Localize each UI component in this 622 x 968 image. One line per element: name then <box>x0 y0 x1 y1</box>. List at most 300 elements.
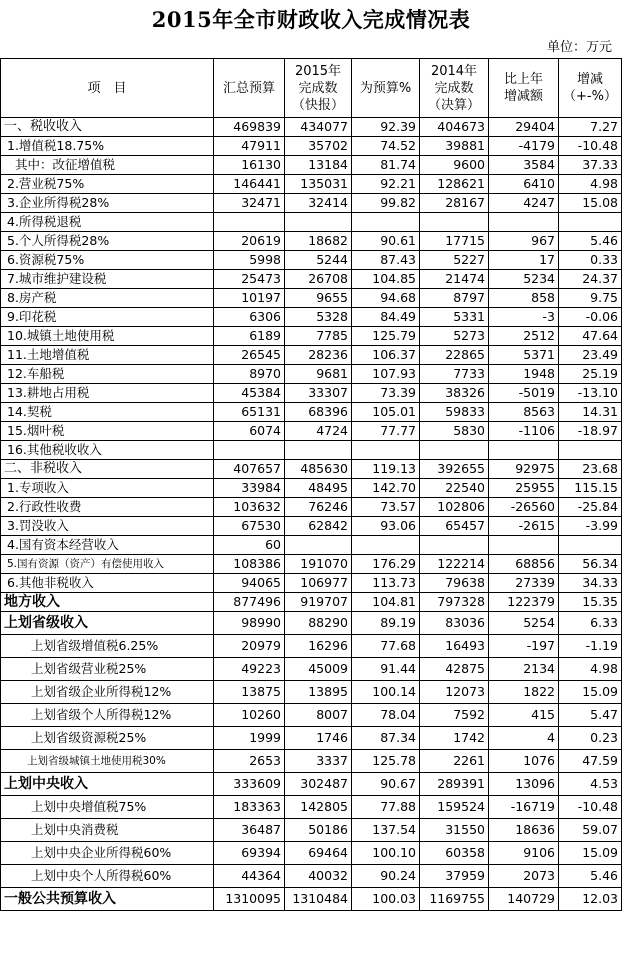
row-value: 12073 <box>420 681 489 704</box>
row-value: 4 <box>489 727 559 750</box>
table-row <box>1 750 622 773</box>
row-value: 60 <box>214 536 285 555</box>
row-label: 3.罚没收入 <box>1 517 214 536</box>
row-value: 6306 <box>214 308 285 327</box>
row-value: 42875 <box>420 658 489 681</box>
row-label: 15.烟叶税 <box>1 422 214 441</box>
table-row <box>1 441 622 460</box>
table-row <box>1 232 622 251</box>
row-value: 35702 <box>285 137 352 156</box>
row-value <box>489 441 559 460</box>
row-value: 76246 <box>285 498 352 517</box>
row-value: -5019 <box>489 384 559 403</box>
row-value: 140729 <box>489 888 559 911</box>
row-value: 146441 <box>214 175 285 194</box>
row-value <box>352 441 420 460</box>
row-value: -197 <box>489 635 559 658</box>
revenue-table <box>0 58 622 911</box>
row-value: 56.34 <box>559 555 622 574</box>
row-value: 92.21 <box>352 175 420 194</box>
row-label: 上划省级增值税6.25% <box>1 635 214 658</box>
row-value: 79638 <box>420 574 489 593</box>
row-value: 1310095 <box>214 888 285 911</box>
row-value: 15.08 <box>559 194 622 213</box>
row-value: 73.39 <box>352 384 420 403</box>
row-value: 92.39 <box>352 118 420 137</box>
row-value: 68856 <box>489 555 559 574</box>
row-value: -4179 <box>489 137 559 156</box>
row-label: 12.车船税 <box>1 365 214 384</box>
row-value: 81.74 <box>352 156 420 175</box>
row-value: 65457 <box>420 517 489 536</box>
table-row <box>1 308 622 327</box>
header-text: 项 目 <box>87 80 127 96</box>
row-value: 797328 <box>420 593 489 612</box>
table-row <box>1 819 622 842</box>
row-value: 34.33 <box>559 574 622 593</box>
row-value: 5254 <box>489 612 559 635</box>
row-label: 10.城镇土地使用税 <box>1 327 214 346</box>
row-value: -3.99 <box>559 517 622 536</box>
header-text: 2014年 <box>430 63 478 79</box>
row-value: 27339 <box>489 574 559 593</box>
header-text: 2015年 <box>294 63 342 79</box>
row-value <box>285 536 352 555</box>
row-value: 104.81 <box>352 593 420 612</box>
row-label: 上划省级城镇土地使用税30% <box>1 750 214 773</box>
table-body <box>1 118 622 911</box>
table-row <box>1 422 622 441</box>
row-value: 5.47 <box>559 704 622 727</box>
row-value <box>214 213 285 232</box>
row-value: 107.93 <box>352 365 420 384</box>
row-value: 89.19 <box>352 612 420 635</box>
row-value: 3584 <box>489 156 559 175</box>
row-value: 47911 <box>214 137 285 156</box>
row-value: 20979 <box>214 635 285 658</box>
row-value: 22540 <box>420 479 489 498</box>
row-value: 137.54 <box>352 819 420 842</box>
row-label: 上划中央消费税 <box>1 819 214 842</box>
row-label: 13.耕地占用税 <box>1 384 214 403</box>
row-label: 地方收入 <box>1 593 214 612</box>
row-value: 25473 <box>214 270 285 289</box>
header-2015-actual <box>285 59 352 118</box>
table-row <box>1 251 622 270</box>
row-value: 44364 <box>214 865 285 888</box>
row-value: 4247 <box>489 194 559 213</box>
table-row <box>1 658 622 681</box>
row-label: 2.行政性收费 <box>1 498 214 517</box>
row-value: 333609 <box>214 773 285 796</box>
header-text: 增减 <box>576 72 603 87</box>
row-value: 17 <box>489 251 559 270</box>
row-label: 16.其他税收收入 <box>1 441 214 460</box>
row-value: 90.61 <box>352 232 420 251</box>
row-value: 415 <box>489 704 559 727</box>
row-value: 113.73 <box>352 574 420 593</box>
table-row <box>1 175 622 194</box>
row-value: 1076 <box>489 750 559 773</box>
table-row <box>1 498 622 517</box>
row-value: 191070 <box>285 555 352 574</box>
row-value: 122379 <box>489 593 559 612</box>
table-row <box>1 479 622 498</box>
table-row <box>1 270 622 289</box>
row-value: 78.04 <box>352 704 420 727</box>
row-value: 13184 <box>285 156 352 175</box>
row-value: 77.77 <box>352 422 420 441</box>
row-value: 2073 <box>489 865 559 888</box>
row-value: 45384 <box>214 384 285 403</box>
row-value: 128621 <box>420 175 489 194</box>
row-value: 87.43 <box>352 251 420 270</box>
row-value: 4724 <box>285 422 352 441</box>
row-value: -26560 <box>489 498 559 517</box>
row-value <box>352 536 420 555</box>
header-row <box>1 59 622 118</box>
row-value: 90.24 <box>352 865 420 888</box>
row-value: 9.75 <box>559 289 622 308</box>
row-value: 4.53 <box>559 773 622 796</box>
row-value: 21474 <box>420 270 489 289</box>
row-value: 7785 <box>285 327 352 346</box>
row-value: 17715 <box>420 232 489 251</box>
row-value: 102806 <box>420 498 489 517</box>
row-value: 8970 <box>214 365 285 384</box>
row-value: 159524 <box>420 796 489 819</box>
row-value: 47.59 <box>559 750 622 773</box>
table-row <box>1 555 622 574</box>
row-value: -1.19 <box>559 635 622 658</box>
table-row <box>1 842 622 865</box>
row-value: 485630 <box>285 460 352 479</box>
row-value <box>559 536 622 555</box>
row-value: 469839 <box>214 118 285 137</box>
row-value: 16130 <box>214 156 285 175</box>
row-label: 8.房产税 <box>1 289 214 308</box>
row-value: 15.09 <box>559 842 622 865</box>
row-value: 115.15 <box>559 479 622 498</box>
row-value: 24.37 <box>559 270 622 289</box>
row-value: 50186 <box>285 819 352 842</box>
row-value: 88290 <box>285 612 352 635</box>
row-value: 10197 <box>214 289 285 308</box>
row-value: 919707 <box>285 593 352 612</box>
row-label: 上划省级资源税25% <box>1 727 214 750</box>
row-label: 5.国有资源（资产）有偿使用收入 <box>1 555 214 574</box>
row-value: 98990 <box>214 612 285 635</box>
row-value: 13875 <box>214 681 285 704</box>
row-value: 23.49 <box>559 346 622 365</box>
row-value: 99.82 <box>352 194 420 213</box>
row-value: 25955 <box>489 479 559 498</box>
row-value: 5.46 <box>559 865 622 888</box>
row-label: 11.土地增值税 <box>1 346 214 365</box>
row-value: 967 <box>489 232 559 251</box>
row-value: 407657 <box>214 460 285 479</box>
row-value: 877496 <box>214 593 285 612</box>
row-value: 4.98 <box>559 658 622 681</box>
row-value: 59833 <box>420 403 489 422</box>
row-value <box>489 536 559 555</box>
row-value: 93.06 <box>352 517 420 536</box>
row-value: 77.68 <box>352 635 420 658</box>
row-value: 6189 <box>214 327 285 346</box>
header-text: 增减额 <box>503 89 543 104</box>
table-row <box>1 796 622 819</box>
row-label: 3.企业所得税28% <box>1 194 214 213</box>
row-value: 23.68 <box>559 460 622 479</box>
row-value: -10.48 <box>559 796 622 819</box>
row-value: 2134 <box>489 658 559 681</box>
row-value: 45009 <box>285 658 352 681</box>
row-value: 33984 <box>214 479 285 498</box>
row-value <box>285 213 352 232</box>
table-row <box>1 194 622 213</box>
row-label: 14.契税 <box>1 403 214 422</box>
header-text: 为预算% <box>359 80 412 96</box>
header-text: （决算） <box>427 97 480 113</box>
row-value: 36487 <box>214 819 285 842</box>
row-value <box>559 213 622 232</box>
row-value: -2615 <box>489 517 559 536</box>
row-value: 183363 <box>214 796 285 819</box>
header-text: （快报） <box>291 97 344 113</box>
row-value: 62842 <box>285 517 352 536</box>
row-value: 392655 <box>420 460 489 479</box>
row-value: -25.84 <box>559 498 622 517</box>
row-value: 5830 <box>420 422 489 441</box>
row-value: -3 <box>489 308 559 327</box>
row-value: 25.19 <box>559 365 622 384</box>
header-text: （+-%） <box>563 89 617 104</box>
row-value: 87.34 <box>352 727 420 750</box>
row-value <box>420 441 489 460</box>
row-label: 4.国有资本经营收入 <box>1 536 214 555</box>
table-row <box>1 213 622 232</box>
row-value: 60358 <box>420 842 489 865</box>
row-value: 47.64 <box>559 327 622 346</box>
row-value: 26708 <box>285 270 352 289</box>
row-label: 6.资源税75% <box>1 251 214 270</box>
row-value: 20619 <box>214 232 285 251</box>
row-value: 858 <box>489 289 559 308</box>
table-row <box>1 773 622 796</box>
sheet-title: 2015年全市财政收入完成情况表 <box>151 7 471 32</box>
row-value: 142805 <box>285 796 352 819</box>
row-value: 7592 <box>420 704 489 727</box>
row-value: 5227 <box>420 251 489 270</box>
row-value: 6.33 <box>559 612 622 635</box>
row-value: 5244 <box>285 251 352 270</box>
header-text: 比上年 <box>503 72 543 87</box>
header-change-pct <box>559 59 622 118</box>
row-label: 一、税收收入 <box>1 118 214 137</box>
row-value: 12.03 <box>559 888 622 911</box>
row-label: 6.其他非税收入 <box>1 574 214 593</box>
row-value: -13.10 <box>559 384 622 403</box>
row-label: 上划中央收入 <box>1 773 214 796</box>
row-value: 1310484 <box>285 888 352 911</box>
table-row <box>1 460 622 479</box>
unit-label: 单位：万元 <box>546 40 612 55</box>
row-value: 125.79 <box>352 327 420 346</box>
row-label: 9.印花税 <box>1 308 214 327</box>
row-value: 49223 <box>214 658 285 681</box>
table-row <box>1 327 622 346</box>
header-text: 汇总预算 <box>222 80 275 96</box>
row-label: 上划中央个人所得税60% <box>1 865 214 888</box>
table-row <box>1 612 622 635</box>
row-value: 15.35 <box>559 593 622 612</box>
row-value: 122214 <box>420 555 489 574</box>
row-value: 5331 <box>420 308 489 327</box>
row-value: 92975 <box>489 460 559 479</box>
row-value: 73.57 <box>352 498 420 517</box>
row-value: 7.27 <box>559 118 622 137</box>
row-value: 16493 <box>420 635 489 658</box>
row-value: 100.03 <box>352 888 420 911</box>
table-row <box>1 403 622 422</box>
row-value: 15.09 <box>559 681 622 704</box>
row-value: -16719 <box>489 796 559 819</box>
row-value: 18636 <box>489 819 559 842</box>
table-row <box>1 384 622 403</box>
header-text: 完成数 <box>298 80 338 96</box>
row-value: 48495 <box>285 479 352 498</box>
row-value: 119.13 <box>352 460 420 479</box>
header-item <box>1 59 214 118</box>
row-label: 其中：改征增值税 <box>1 156 214 175</box>
row-label: 上划省级企业所得税12% <box>1 681 214 704</box>
row-label: 一般公共预算收入 <box>1 888 214 911</box>
row-value: 90.67 <box>352 773 420 796</box>
row-value: 28167 <box>420 194 489 213</box>
row-value: 33307 <box>285 384 352 403</box>
row-label: 上划中央企业所得税60% <box>1 842 214 865</box>
row-value <box>285 441 352 460</box>
row-value <box>420 536 489 555</box>
row-value: 9681 <box>285 365 352 384</box>
header-budget-pct <box>352 59 420 118</box>
table-row <box>1 156 622 175</box>
row-value: 404673 <box>420 118 489 137</box>
row-value: -18.97 <box>559 422 622 441</box>
row-value: 1746 <box>285 727 352 750</box>
table-row <box>1 888 622 911</box>
table-row <box>1 118 622 137</box>
row-label: 2.营业税75% <box>1 175 214 194</box>
row-value: 0.33 <box>559 251 622 270</box>
row-value: 5.46 <box>559 232 622 251</box>
row-value: 40032 <box>285 865 352 888</box>
row-value: 37959 <box>420 865 489 888</box>
row-value: 39881 <box>420 137 489 156</box>
row-label: 1.专项收入 <box>1 479 214 498</box>
row-value: 14.31 <box>559 403 622 422</box>
row-value: 135031 <box>285 175 352 194</box>
row-value: 32414 <box>285 194 352 213</box>
row-value: 6410 <box>489 175 559 194</box>
row-label: 4.所得税退税 <box>1 213 214 232</box>
row-value: 106.37 <box>352 346 420 365</box>
row-value: 26545 <box>214 346 285 365</box>
row-value: 65131 <box>214 403 285 422</box>
row-value: 108386 <box>214 555 285 574</box>
row-value: 9600 <box>420 156 489 175</box>
table-row <box>1 517 622 536</box>
row-value: 1742 <box>420 727 489 750</box>
row-value: 289391 <box>420 773 489 796</box>
row-value <box>489 213 559 232</box>
table-row <box>1 704 622 727</box>
row-value: 38326 <box>420 384 489 403</box>
row-value: 83036 <box>420 612 489 635</box>
row-value: 28236 <box>285 346 352 365</box>
header-text: 完成数 <box>434 80 474 96</box>
row-value: 18682 <box>285 232 352 251</box>
row-value: 69464 <box>285 842 352 865</box>
row-value: 13895 <box>285 681 352 704</box>
row-value: 3337 <box>285 750 352 773</box>
row-value: 105.01 <box>352 403 420 422</box>
row-value: 125.78 <box>352 750 420 773</box>
row-value: 8563 <box>489 403 559 422</box>
row-value: 8797 <box>420 289 489 308</box>
row-value: 69394 <box>214 842 285 865</box>
row-value: 100.10 <box>352 842 420 865</box>
row-value: 7733 <box>420 365 489 384</box>
row-value: 84.49 <box>352 308 420 327</box>
row-value: 1822 <box>489 681 559 704</box>
row-value: 434077 <box>285 118 352 137</box>
row-label: 上划中央增值税75% <box>1 796 214 819</box>
header-budget <box>214 59 285 118</box>
table-row <box>1 289 622 308</box>
row-value: 106977 <box>285 574 352 593</box>
row-value: 31550 <box>420 819 489 842</box>
row-value: 91.44 <box>352 658 420 681</box>
table-row <box>1 635 622 658</box>
row-value: 5328 <box>285 308 352 327</box>
row-value: 5273 <box>420 327 489 346</box>
row-value: 8007 <box>285 704 352 727</box>
row-value: 67530 <box>214 517 285 536</box>
header-change-amount <box>489 59 559 118</box>
table-row <box>1 681 622 704</box>
row-value: 94.68 <box>352 289 420 308</box>
row-value: 0.23 <box>559 727 622 750</box>
header-2014-actual <box>420 59 489 118</box>
row-value: 13096 <box>489 773 559 796</box>
row-value: 4.98 <box>559 175 622 194</box>
row-label: 二、非税收入 <box>1 460 214 479</box>
row-label: 上划省级个人所得税12% <box>1 704 214 727</box>
table-row <box>1 536 622 555</box>
row-value: -0.06 <box>559 308 622 327</box>
row-value: 10260 <box>214 704 285 727</box>
row-value: 2261 <box>420 750 489 773</box>
row-value: 68396 <box>285 403 352 422</box>
row-value: 142.70 <box>352 479 420 498</box>
row-value: -10.48 <box>559 137 622 156</box>
row-value: 9106 <box>489 842 559 865</box>
row-value: 16296 <box>285 635 352 658</box>
row-value: 176.29 <box>352 555 420 574</box>
row-value: 94065 <box>214 574 285 593</box>
row-value: 9655 <box>285 289 352 308</box>
